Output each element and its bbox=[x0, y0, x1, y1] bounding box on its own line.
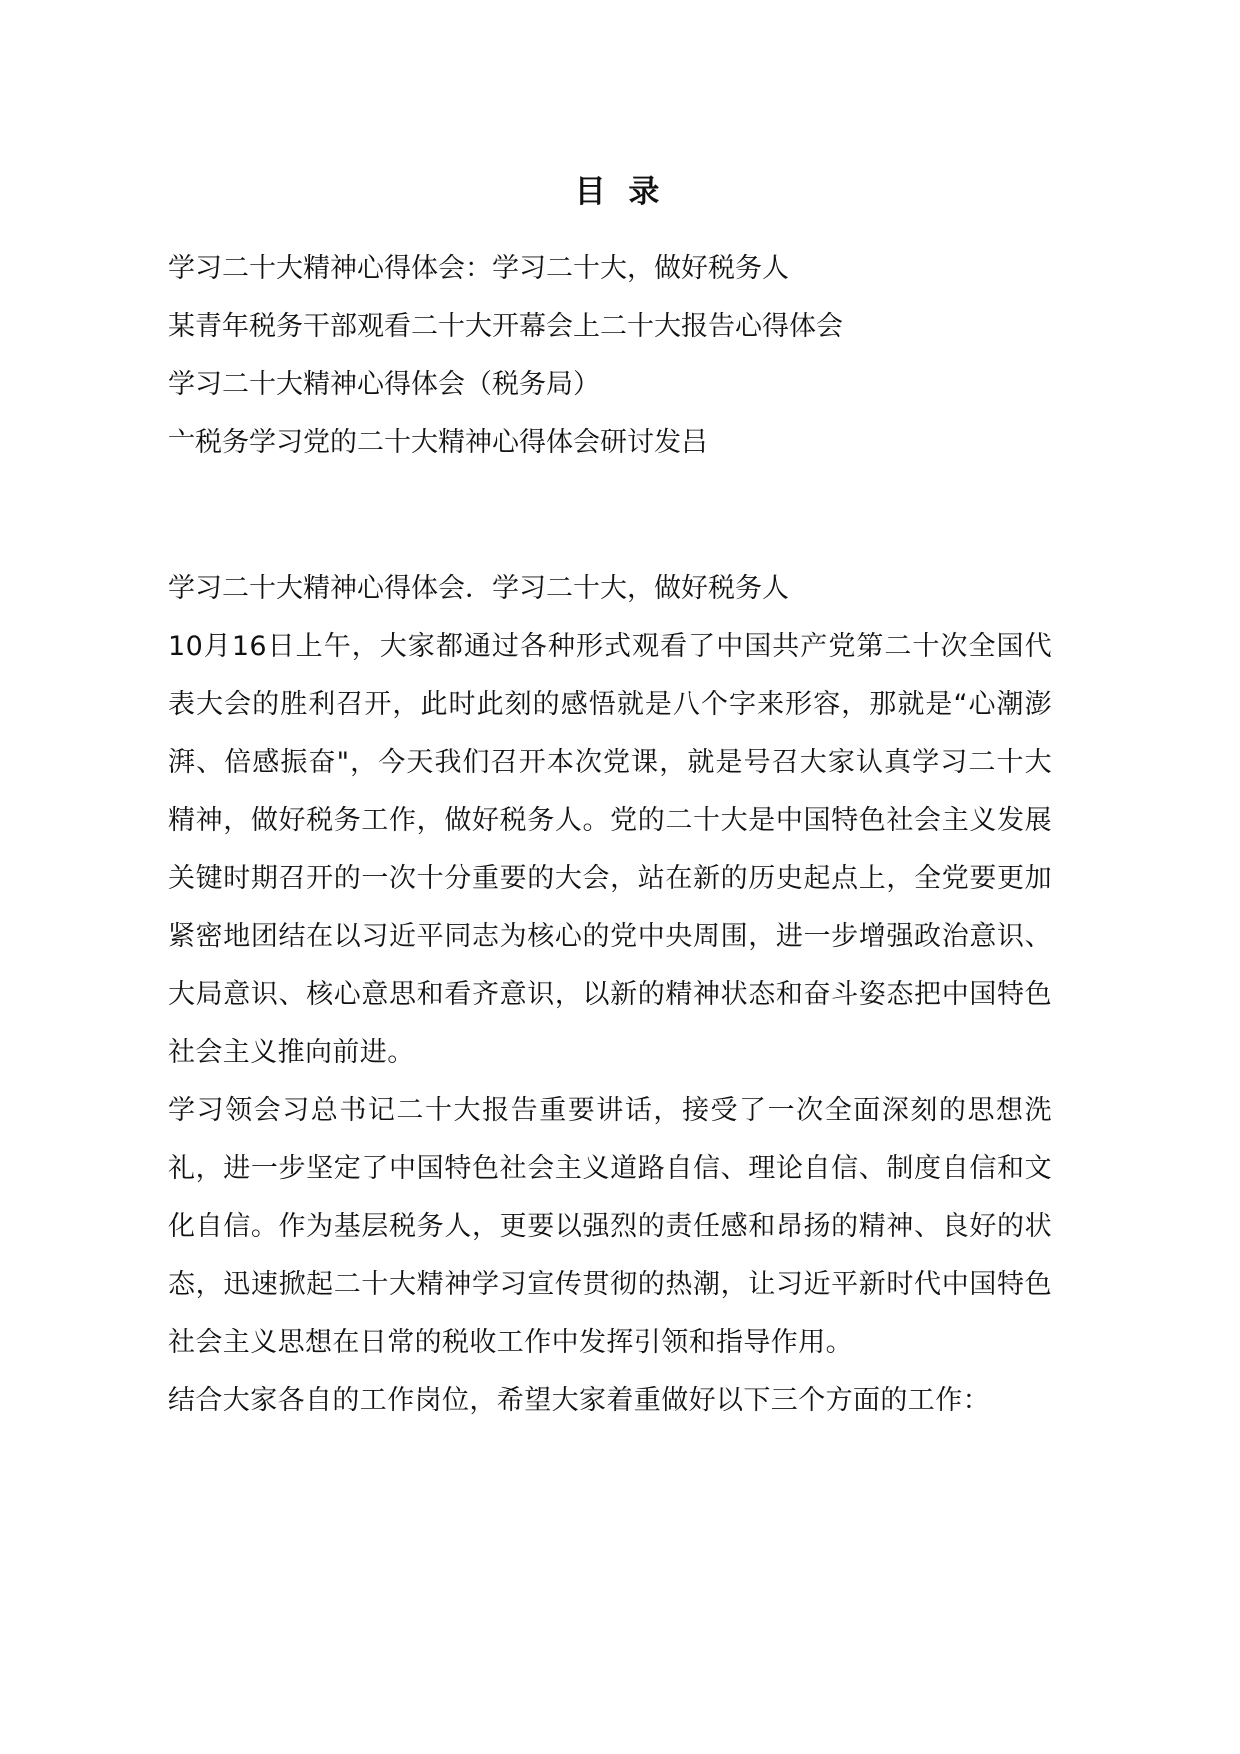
toc-item[interactable]: 某青年税务干部观看二十大开幕会上二十大报告心得体会 bbox=[168, 311, 843, 342]
article-section bbox=[168, 560, 1052, 1430]
article-paragraph: 学习领会习总书记二十大报告重要讲话，接受了一次全面深刻的思想洗礼，进一步坚定了中国特色社会主义道路自信、理论自信、制度自信和文化自信。作为基层税务人，更要以强烈的责任感和昂扬的精神、良好的状态，迅速掀起二十大精神学习宣传贯彻的热潮，让习近平新时代中国特色社会主义思想在日常的税收工作中发挥引领和指导作用。 bbox=[168, 1095, 1052, 1358]
article-heading: 学习二十大精神心得体会．学习二十大，做好税务人 bbox=[168, 573, 789, 604]
toc-item[interactable]: 学习二十大精神心得体会：学习二十大，做好税务人 bbox=[168, 253, 789, 284]
toc-item[interactable]: 学习二十大精神心得体会（税务局） bbox=[168, 369, 600, 400]
article-paragraph: 结合大家各自的工作岗位，希望大家着重做好以下三个方面的工作： bbox=[168, 1385, 990, 1416]
toc-title: 目 录 bbox=[574, 174, 666, 210]
article-paragraph: 10月16日上午，大家都通过各种形式观看了中国共产党第二十次全国代表大会的胜利召开，此时此刻的感悟就是八个字来形容，那就是“心潮澎湃、倍感振奋"，今天我们召开本次党课，就是号召大家认真学习二十大精神，做好税务工作，做好税务人。党的二十大是中国特色社会主义发展关键时期召开的一次十分重要的大会，站在新的历史起点上，全党要更加紧密地团结在以习近平同志为核心的党中央周围，进一步增强政治意识、大局意识、核心意思和看齐意识，以新的精神状态和奋斗姿态把中国特色社会主义推向前进。 bbox=[168, 631, 1052, 1068]
table-of-contents bbox=[168, 240, 843, 472]
toc-item[interactable]: 亠税务学习党的二十大精神心得体会研讨发吕 bbox=[168, 427, 708, 458]
